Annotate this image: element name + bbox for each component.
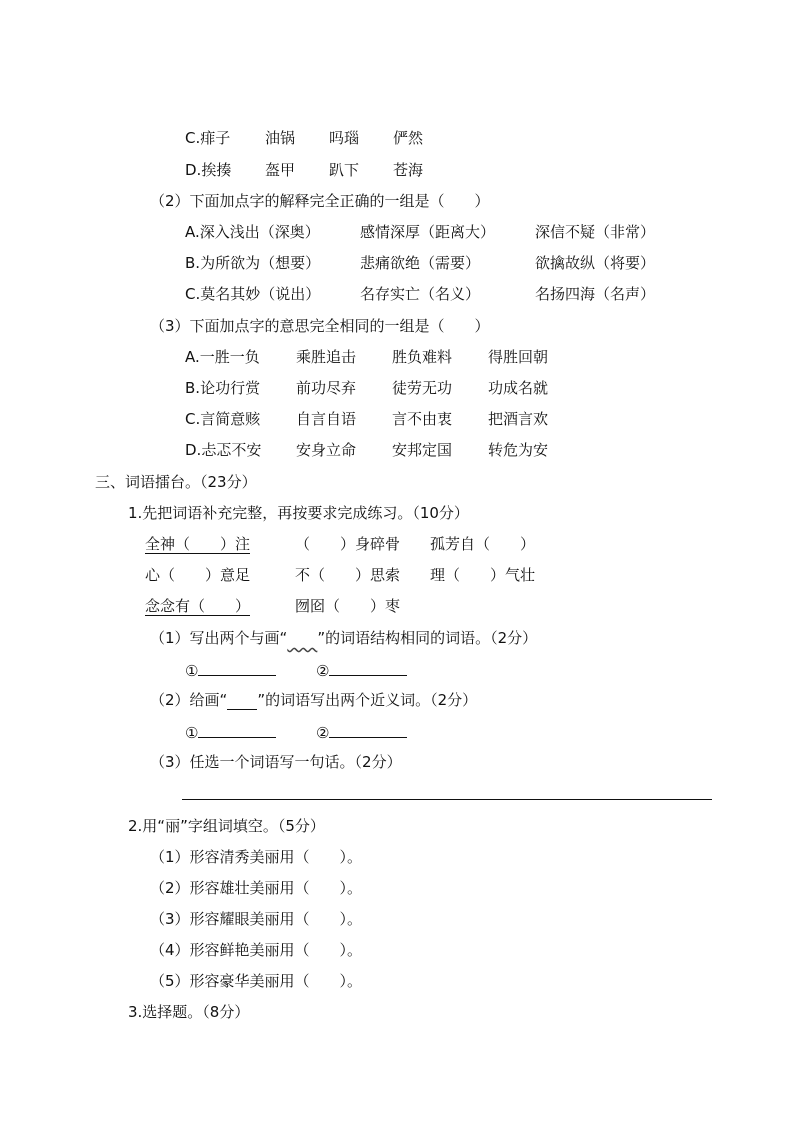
wavy-underline-marker xyxy=(287,629,317,647)
q3-option-b xyxy=(185,378,549,398)
idiom-row-3 xyxy=(145,596,401,616)
idiom: 囫囵（ ）枣 xyxy=(295,597,401,615)
option-c-row xyxy=(185,128,424,148)
option-item: 名存实亡（名义） xyxy=(360,285,481,303)
question-2-stem: （2）下面加点字的解释完全正确的一组是（ ） xyxy=(150,192,490,210)
s3-q1-sub2: （2）给画“ ”的词语写出两个近义词。（2分） xyxy=(150,691,478,709)
s3-q1-sub1-answers: ① ② xyxy=(185,659,407,681)
straight-underline-marker xyxy=(227,691,257,710)
idiom: 理（ ）气壮 xyxy=(430,566,536,584)
option-item: 一胜一负 xyxy=(199,348,260,366)
s3-q2-item-3: （3）形容耀眼美丽用（ ）。 xyxy=(150,910,363,928)
option-item: 安身立命 xyxy=(296,441,357,459)
option-item: 忐忑不安 xyxy=(201,441,262,459)
s3-q3-stem: 3.选择题。（8分） xyxy=(128,1003,250,1021)
q3-option-d xyxy=(185,440,549,460)
option-label: D. xyxy=(185,161,202,179)
option-word: 盔甲 xyxy=(265,161,296,179)
option-item: 乘胜追击 xyxy=(296,348,357,366)
answer-blank[interactable] xyxy=(329,721,407,738)
idiom: 孤芳自（ ） xyxy=(430,535,536,553)
question-3-stem: （3）下面加点字的意思完全相同的一组是（ ） xyxy=(150,317,490,335)
s3-q2-item-5: （5）形容豪华美丽用（ ）。 xyxy=(150,972,363,990)
q2-option-a xyxy=(185,222,656,242)
option-word: 趴下 xyxy=(329,161,360,179)
idiom: （ ）身碎骨 xyxy=(295,535,401,553)
answer-blank[interactable] xyxy=(329,659,407,676)
option-item: 把酒言欢 xyxy=(488,410,549,428)
s3-q1-sub2-answers: ① ② xyxy=(185,721,407,743)
option-label: A. xyxy=(185,223,200,241)
option-item: 徒劳无功 xyxy=(392,379,453,397)
q2-option-c xyxy=(185,284,656,304)
option-label: D. xyxy=(185,441,202,459)
option-label: C. xyxy=(185,129,201,147)
option-word: 俨然 xyxy=(393,129,424,147)
answer-blank[interactable] xyxy=(198,659,276,676)
s3-q2-item-2: （2）形容雄壮美丽用（ ）。 xyxy=(150,879,363,897)
idiom-underlined: 全神（ ）注 xyxy=(145,535,251,553)
section-3-title: 三、词语擂台。（23分） xyxy=(95,473,257,491)
option-label: C. xyxy=(185,410,201,428)
s3-q1-sub3: （3）任选一个词语写一句话。（2分） xyxy=(150,753,402,771)
option-label: C. xyxy=(185,285,201,303)
option-item: 言简意赅 xyxy=(200,410,261,428)
idiom-row-2 xyxy=(145,565,536,585)
option-label: B. xyxy=(185,254,201,272)
option-label: A. xyxy=(185,348,200,366)
idiom: 不（ ）思索 xyxy=(295,566,401,584)
option-word: 吗瑙 xyxy=(329,129,360,147)
option-label: B. xyxy=(185,379,201,397)
s3-q1-sub1: （1）写出两个与画“ ”的词语结构相同的词语。（2分） xyxy=(150,629,538,647)
q3-option-a xyxy=(185,347,549,367)
option-word: 油锅 xyxy=(265,129,296,147)
option-item: 悲痛欲绝（需要） xyxy=(360,254,481,272)
option-item: 欲擒故纵（将要） xyxy=(535,254,656,272)
option-item: 莫名其妙（说出） xyxy=(200,285,321,303)
sentence-answer-line[interactable] xyxy=(182,799,712,800)
option-item: 得胜回朝 xyxy=(488,348,549,366)
option-item: 安邦定国 xyxy=(392,441,453,459)
option-item: 论功行赏 xyxy=(200,379,261,397)
answer-blank[interactable] xyxy=(198,721,276,738)
option-word: 痱子 xyxy=(200,129,231,147)
idiom: 心（ ）意足 xyxy=(145,566,251,584)
option-item: 深信不疑（非常） xyxy=(535,223,656,241)
option-item: 名扬四海（名声） xyxy=(535,285,656,303)
q3-option-c xyxy=(185,409,549,429)
option-item: 功成名就 xyxy=(488,379,549,397)
option-item: 为所欲为（想要） xyxy=(200,254,321,272)
option-item: 感情深厚（距离大） xyxy=(360,223,496,241)
idiom-row-1 xyxy=(145,534,536,554)
option-item: 前功尽弃 xyxy=(296,379,357,397)
option-item: 言不由衷 xyxy=(392,410,453,428)
option-item: 转危为安 xyxy=(488,441,549,459)
q2-option-b xyxy=(185,253,656,273)
option-word: 挨揍 xyxy=(201,161,232,179)
option-word: 苍海 xyxy=(393,161,424,179)
option-item: 深入浅出（深奥） xyxy=(199,223,320,241)
option-item: 自言自语 xyxy=(296,410,357,428)
idiom-underlined: 念念有（ ） xyxy=(145,597,251,615)
s3-q1-stem: 1.先把词语补充完整，再按要求完成练习。（10分） xyxy=(128,504,469,522)
option-d-row xyxy=(185,160,424,180)
s3-q2-item-4: （4）形容鲜艳美丽用（ ）。 xyxy=(150,941,363,959)
s3-q2-item-1: （1）形容清秀美丽用（ ）。 xyxy=(150,848,363,866)
option-item: 胜负难料 xyxy=(392,348,453,366)
s3-q2-stem: 2.用“丽”字组词填空。（5分） xyxy=(128,817,325,835)
